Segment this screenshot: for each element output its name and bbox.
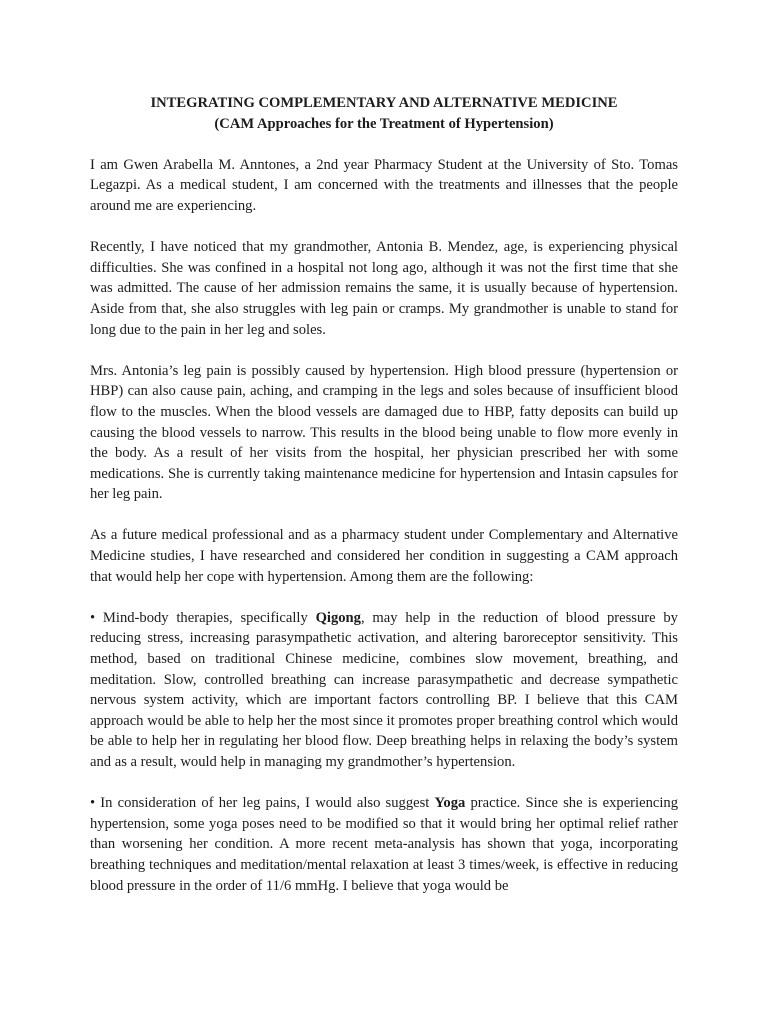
bullet-qigong-body: , may help in the reduction of blood pressure by reducing stress, increasing parasympathetic activation, and altering baroreceptor sensitivity. This method, based on traditional Chinese medicine, combines slow movement, breathing, and meditation. Slow, controlled breathing can increase parasympathetic and decrease sympathetic nervous system activity, which are important factors controlling BP. I believe that this CAM approach would be able to help her the most since it promotes proper breathing control which would be able to help her in regulating her blood flow. Deep breathing helps in relaxing the body’s system and as a result, would help in managing my grandmother’s hypertension.: [90, 609, 678, 770]
paragraph-cam-research: As a future medical professional and as a pharmacy student under Complementary and Alternative Medicine studies, I have researched and considered her condition in suggesting a CAM approach that would help her cope with hypertension. Among them are the following:: [90, 527, 678, 585]
document-subtitle: (CAM Approaches for the Treatment of Hypertension): [214, 115, 554, 132]
paragraph-leg-pain-cause: Mrs. Antonia’s leg pain is possibly caused by hypertension. High blood pressure (hypertension or HBP) can also cause pain, aching, and cramping in the legs and soles because of insufficient blood flow to the muscles. When the blood vessels are damaged due to HBP, fatty deposits can build up causing the blood vessels to narrow. This results in the blood being unable to flow more evenly in the body. As a result of her visits from the hospital, her physician prescribed her with some medications. She is currently taking maintenance medicine for hypertension and Intasin capsules for her leg pain.: [90, 362, 678, 503]
document-title: INTEGRATING COMPLEMENTARY AND ALTERNATIVE MEDICINE: [150, 95, 618, 111]
bullet-yoga: [90, 793, 678, 896]
bullet-yoga-term: Yoga: [434, 795, 466, 812]
paragraph-introduction: I am Gwen Arabella M. Anntones, a 2nd year Pharmacy Student at the University of Sto. Tomas Legazpi. As a medical student, I am concerned with the treatments and illnesses that the people around me are experiencing.: [90, 156, 678, 214]
title-block: [90, 93, 678, 134]
bullet-qigong-intro: • Mind-body therapies, specifically: [90, 609, 316, 626]
bullet-qigong: [90, 608, 678, 773]
paragraph-grandmother-condition: Recently, I have noticed that my grandmother, Antonia B. Mendez, age, is experiencing physical difficulties. She was confined in a hospital not long ago, although it was not the first time that she was admitted. The cause of her admission remains the same, it is usually because of hypertension. Aside from that, she also struggles with leg pain or cramps. My grandmother is unable to stand for long due to the pain in her leg and soles.: [90, 239, 678, 338]
document-page: [90, 93, 678, 917]
bullet-yoga-body: practice. Since she is experiencing hypertension, some yoga poses need to be modified so that it would bring her optimal relief rather than worsening her condition. A more recent meta-analysis has shown that yoga, incorporating breathing techniques and meditation/mental relaxation at least 3 times/week, is effective in reducing blood pressure in the order of 11/6 mmHg. I believe that yoga would be: [90, 795, 678, 894]
bullet-yoga-intro: • In consideration of her leg pains, I would also suggest: [90, 795, 435, 812]
bullet-qigong-term: Qigong: [315, 609, 361, 626]
